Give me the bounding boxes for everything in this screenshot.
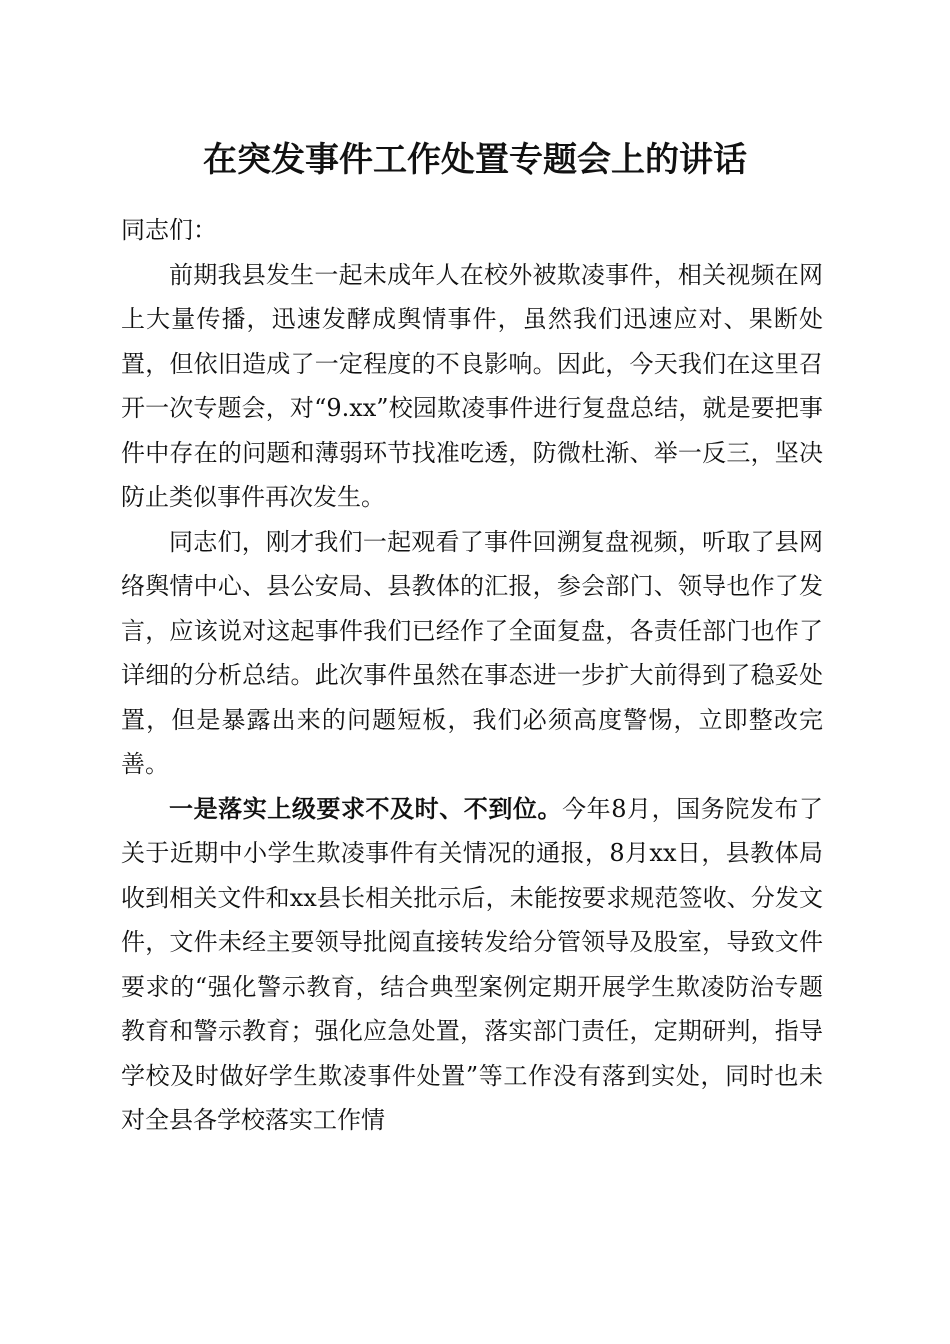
paragraph-text: 今年8月，国务院发布了关于近期中小学生欺凌事件有关情况的通报，8月xx日，县教体局收到相关文件和xx县长相关批示后，未能按要求规范签收、分发文件，文件未经主要领导批阅直接转发给分管领导及股室，导致文件要求的“强化警示教育，结合典型案例定期开展学生欺凌防治专题教育和警示教育；强化应急处置，落实部门责任，定期研判，指导学校及时做好学生欺凌事件处置”等工作没有落到实处，同时也未对全县各学校落实工作情 — [121, 794, 823, 1134]
document-title: 在突发事件工作处置专题会上的讲话 — [203, 140, 747, 180]
paragraph-text: 同志们，刚才我们一起观看了事件回溯复盘视频，听取了县网络舆情中心、县公安局、县教体的汇报，参会部门、领导也作了发言，应该说对这起事件我们已经作了全面复盘，各责任部门也作了详细的分析总结。此次事件虽然在事态进一步扩大前得到了稳妥处置，但是暴露出来的问题短板，我们必须高度警惕，立即整改完善。 — [121, 527, 823, 778]
paragraph-lead: 一是落实上级要求不及时、不到位。 — [169, 793, 563, 823]
paragraph-text: 前期我县发生一起未成年人在校外被欺凌事件，相关视频在网上大量传播，迅速发酵成舆情事件，虽然我们迅速应对、果断处置，但依旧造成了一定程度的不良影响。因此，今天我们在这里召开一次专题会，对“9.xx”校园欺凌事件进行复盘总结，就是要把事件中存在的问题和薄弱环节找准吃透，防微杜渐、举一反三，坚决防止类似事件再次发生。 — [121, 260, 823, 511]
paragraph-2 — [121, 520, 823, 787]
document-body — [121, 208, 823, 1143]
paragraph-1 — [121, 253, 823, 520]
salutation: 同志们： — [121, 216, 217, 244]
paragraph-3 — [121, 787, 823, 1143]
